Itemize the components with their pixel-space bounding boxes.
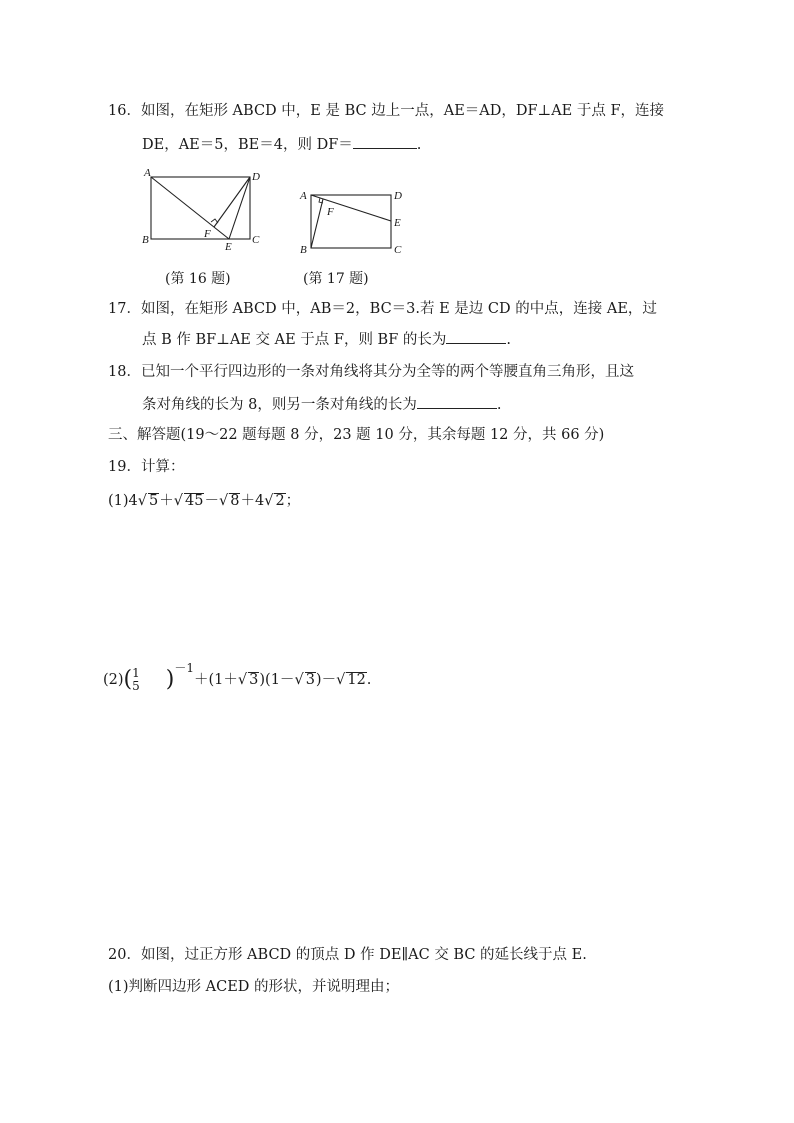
expr-segment-3: )－ <box>315 672 337 688</box>
radicand-2: 2 <box>275 493 285 509</box>
plus-sign: ＋ <box>159 493 174 509</box>
radicand-3b: 3 <box>305 672 315 688</box>
left-paren: ( <box>123 667 133 692</box>
fig17-label-d: D <box>394 190 402 202</box>
q19-title: 19．计算： <box>108 459 185 475</box>
q18-number: 18． <box>108 364 141 380</box>
radicand-8: 8 <box>230 493 240 509</box>
fig16-label-a: A <box>144 167 151 179</box>
expr-segment-2: )(1－ <box>259 672 295 688</box>
fig16-segment-de <box>229 177 250 239</box>
fig17-segment-bf <box>311 199 323 248</box>
radicand-5: 5 <box>149 493 159 509</box>
fig17-segment-ae <box>311 195 391 221</box>
fig16-label-f: F <box>204 228 211 240</box>
radicand-45: 45 <box>185 493 204 509</box>
figure-17 <box>296 184 416 264</box>
radicand-3a: 3 <box>249 672 259 688</box>
fraction-denominator: 5 <box>132 679 140 693</box>
radicand-12: 12 <box>347 672 366 688</box>
fig16-label-c: C <box>252 234 260 246</box>
fig16-label-d: D <box>252 171 260 183</box>
q18-text-line1: 已知一个平行四边形的一条对角线将其分为全等的两个等腰直角三角形，且这 <box>140 364 634 380</box>
period: . <box>366 672 372 688</box>
fig16-segment-ae <box>151 177 229 239</box>
q20-line2: (1)判断四边形 ACED 的形状，并说明理由； <box>108 979 400 995</box>
q17-period: . <box>506 332 511 348</box>
expr-segment-1: ＋(1＋ <box>194 672 238 688</box>
q19-part1-label: (1) <box>108 493 129 509</box>
fig17-label-c: C <box>394 244 402 256</box>
q18-text-line2: 条对角线的长为 8，则另一条对角线的长为 <box>142 397 417 413</box>
q17-answer-blank[interactable] <box>446 329 506 344</box>
q16-answer-blank[interactable] <box>353 134 417 149</box>
q19-part2: (2)( 1 5 )$^{-1}$＋(1＋√ 3)(1－√ 3)－√ 12. <box>103 661 372 693</box>
plus-four: ＋4 <box>240 493 265 509</box>
fig16-label-b: B <box>142 234 149 246</box>
fraction-one-fifth <box>132 667 140 693</box>
fig16-rectangle <box>151 177 250 239</box>
figure-16 <box>138 166 268 256</box>
q18-line1 <box>108 362 634 382</box>
q19-part1: (1)4√ 5＋√ 45－√ 8＋4√ 2； <box>108 493 301 509</box>
exponent: －1 <box>174 661 195 675</box>
right-paren: ) <box>165 667 175 692</box>
minus-sign: － <box>204 493 219 509</box>
q16-number: 16． <box>108 103 141 119</box>
q17-text-line1: 如图，在矩形 ABCD 中，AB＝2，BC＝3.若 E 是边 CD 的中点，连接 AE，过 <box>140 301 657 317</box>
semicolon: ； <box>285 493 301 509</box>
q16-text-line2: DE，AE＝5，BE＝4，则 DF＝ <box>142 137 353 153</box>
fig16-label-e: E <box>225 241 232 253</box>
q18-period: . <box>496 397 502 413</box>
fig17-label-f: F <box>327 206 334 218</box>
fraction-numerator: 1 <box>132 666 140 680</box>
q16-period: . <box>416 137 422 153</box>
q20-line1: 20．如图，过正方形 ABCD 的顶点 D 作 DE∥AC 交 BC 的延长线于点 E. <box>108 947 587 963</box>
q19-part2-label: (2) <box>103 672 124 688</box>
q19-part1-coef: 4 <box>128 493 138 509</box>
q17-text-line2: 点 B 作 BF⊥AE 交 AE 于点 F，则 BF 的长为 <box>142 332 447 348</box>
q16-line1 <box>108 101 664 121</box>
q16-text-line1: 如图，在矩形 ABCD 中，E 是 BC 边上一点，AE＝AD，DF⊥AE 于点 F，连接 <box>140 103 665 119</box>
q18-line2 <box>142 394 501 415</box>
fig17-label-e: E <box>394 217 401 229</box>
q17-line2 <box>142 329 511 350</box>
fig16-segment-df <box>214 177 250 227</box>
q16-line2 <box>142 134 421 155</box>
fig17-label-a: A <box>300 190 307 202</box>
section-3-heading: 三、解答题(19～22 题每题 8 分，23 题 10 分，其余每题 12 分，共 66 分) <box>108 427 605 443</box>
fig17-label-b: B <box>300 244 307 256</box>
figure-16-caption: (第 16 题) <box>165 271 231 287</box>
q17-line1 <box>108 299 657 319</box>
q18-answer-blank[interactable] <box>417 394 497 409</box>
q17-number: 17． <box>108 301 141 317</box>
figure-17-caption: (第 17 题) <box>303 271 369 287</box>
